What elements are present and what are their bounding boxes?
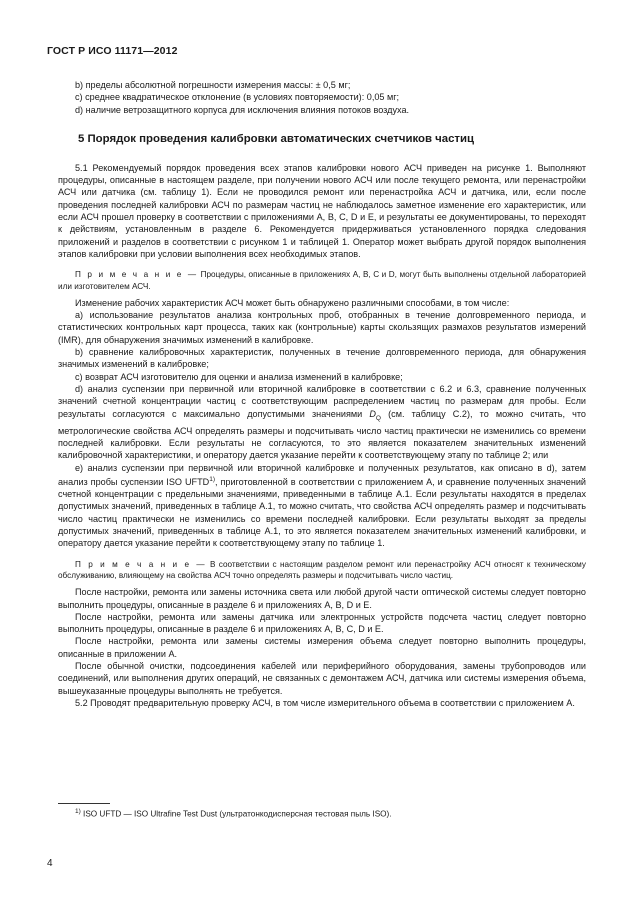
paragraph-5-1: 5.1 Рекомендуемый порядок проведения всех этапов калибровки нового АСЧ приведен на рисунке 1. Выполняют процедуры, описанные в настоящем разделе, при получении нового АСЧ или после текущего ремонта, или перенастройки АСЧ или датчика (см. таблицу 1). Если не проводился ремонт или перенастройка АСЧ и датчика, или, если после проведения последней калибровки АСЧ по размерам частиц не наблюдалось заметное изменение его характеристик, или если АСЧ прошел проверку в соответствии с приложениями А, В, С, D и Е, и результаты ее документированы, то переходят к действиям, установленным в разделе 6. Рекомендуется придерживаться установленного порядка следования приложений и разделов в соответствии с рисунком 1 и таблицей 1. Оператор может выбрать другой порядок выполнения этапов калибровки при условии выполнения всех необходимых этапов. (58, 162, 586, 259)
list-item-e (58, 462, 586, 550)
page-content (58, 79, 586, 709)
item-d-text-end: (см. таблицу С.2), то можно считать, что метрологические свойства АСЧ определять размеры и подсчитывать число частиц практически не изменились со времени последней калибровки. Если результаты не согласуются, то это является показателем значительных изменений калибровочной характеристики, и оператору дается указание перейти к соответствующему этапу по таблице 2; или (58, 408, 586, 461)
symbol-d: D (369, 408, 376, 419)
list-item: c) среднее квадратическое отклонение (в условиях повторяемости): 0,05 мг; (75, 92, 400, 103)
paragraph-after-volume: После настройки, ремонта или замены системы измерения объема следует повторно выполнить процедуры, описанные в приложении А. (58, 636, 586, 659)
footnote-divider (58, 803, 110, 804)
paragraph-after-optics: После настройки, ремонта или замены источника света или любой другой части оптической системы следует повторно выполнить процедуры, описанные в разделе 6 и приложениях А, В, D и Е. (58, 587, 586, 610)
section-heading: 5 Порядок проведения калибровки автоматических счетчиков частиц (78, 132, 475, 145)
item-e-text-start: е) анализ суспензии при первичной или вторичной калибровке и полученных результатов, как описано в d), затем анализ пробы суспензии ISO UFTD (58, 462, 586, 487)
paragraph-after-cleaning: После обычной очистки, подсоединения кабелей или периферийного оборудования, замены трубопроводов или соединений, или выполнения других операций, не связанных с демонтажем АСЧ, датчика или системы измерения объема, вышеуказанные процедуры выполнять не требуется. (58, 661, 586, 696)
list-item-c: c) возврат АСЧ изготовителю для оценки и анализа изменений в калибровке; (75, 371, 403, 382)
note-2 (58, 559, 586, 582)
list-item-d (58, 383, 586, 462)
page-number: 4 (47, 858, 53, 869)
list-item: d) наличие ветрозащитного корпуса для исключения влияния потоков воздуха. (75, 104, 410, 115)
note-1 (58, 269, 586, 292)
note-text: Процедуры, описанные в приложениях А, В, С и D, могут быть выполнены отдельной лабораторией или изготовителем АСЧ. (58, 270, 586, 291)
footnote (75, 808, 392, 819)
footnote-marker: 1) (75, 808, 81, 815)
footnote-ref[interactable]: 1) (209, 475, 215, 483)
paragraph-after-sensor: После настройки, ремонта или замены датчика или электронных устройств подсчета частиц следует повторно выполнить процедуры, описанные в разделе 6 и приложениях А, В, С, D и Е. (58, 611, 586, 635)
paragraph-5-2: 5.2 Проводят предварительную проверку АСЧ, в том числе измерительного объема в соответствии с приложением А. (75, 697, 575, 708)
list-item: b) пределы абсолютной погрешности измерения массы: ± 0,5 мг; (75, 80, 351, 90)
note-label: П р и м е ч а н и е — (75, 270, 199, 280)
footnote-text: ISO UFTD — ISO Ultrafine Test Dust (ультратонкодисперсная тестовая пыль ISO). (80, 809, 392, 819)
symbol-subscript: Q (375, 414, 381, 422)
note-label: П р и м е ч а н и е — (75, 559, 207, 569)
list-item-b: b) сравнение калибровочных характеристик, полученных в течение долговременного периода, для обнаружения значимых изменений в калибровке; (58, 347, 586, 370)
item-e-text-end: , приготовленной в соответствии с приложением А, и сравнение полученных значений счетной концентрации с предельными значениями, приведенными в таблице А.1. Если результаты находятся в пределах допустимых значений, приведенных в таблице А.1, то можно считать, что свойства АСЧ определять размер и подсчитывать число частиц практически не изменились со времени последней калибровки. Если результаты выходят за пределы допустимых значений, приведенных в таблице А.1, то это является показателем значительных изменений калибровки, и оператору дается указание перейти к соответствующему этапу по таблице 1. (58, 476, 586, 549)
item-d-text-start: d) анализ суспензии при первичной или вторичной калибровке в соответствии с 6.2 и 6.3, сравнение полученных значений счетной концентрации частиц с соответствующим распределением частиц по размерам для пробы. Если результаты согласуются с максимально допустимыми значениями (58, 383, 586, 419)
list-item-a: а) использование результатов анализа контрольных проб, отобранных в течение долговременного периода, и статистических контрольных карт процесса, таких как (контрольные) карты скользящих размахов результатов измерений (IMR), для обнаружения значимых изменений в калибровке. (58, 310, 586, 345)
note-text: В соответствии с настоящим разделом ремонт или перенастройку АСЧ относят к техническому обслуживанию, влияющему на свойства АСЧ точно определять размеры и подсчитывать число частиц. (58, 559, 586, 580)
document-header: ГОСТ Р ИСО 11171—2012 (47, 45, 178, 57)
paragraph-change-detection: Изменение рабочих характеристик АСЧ может быть обнаружено различными способами, в том числе: (75, 297, 510, 308)
